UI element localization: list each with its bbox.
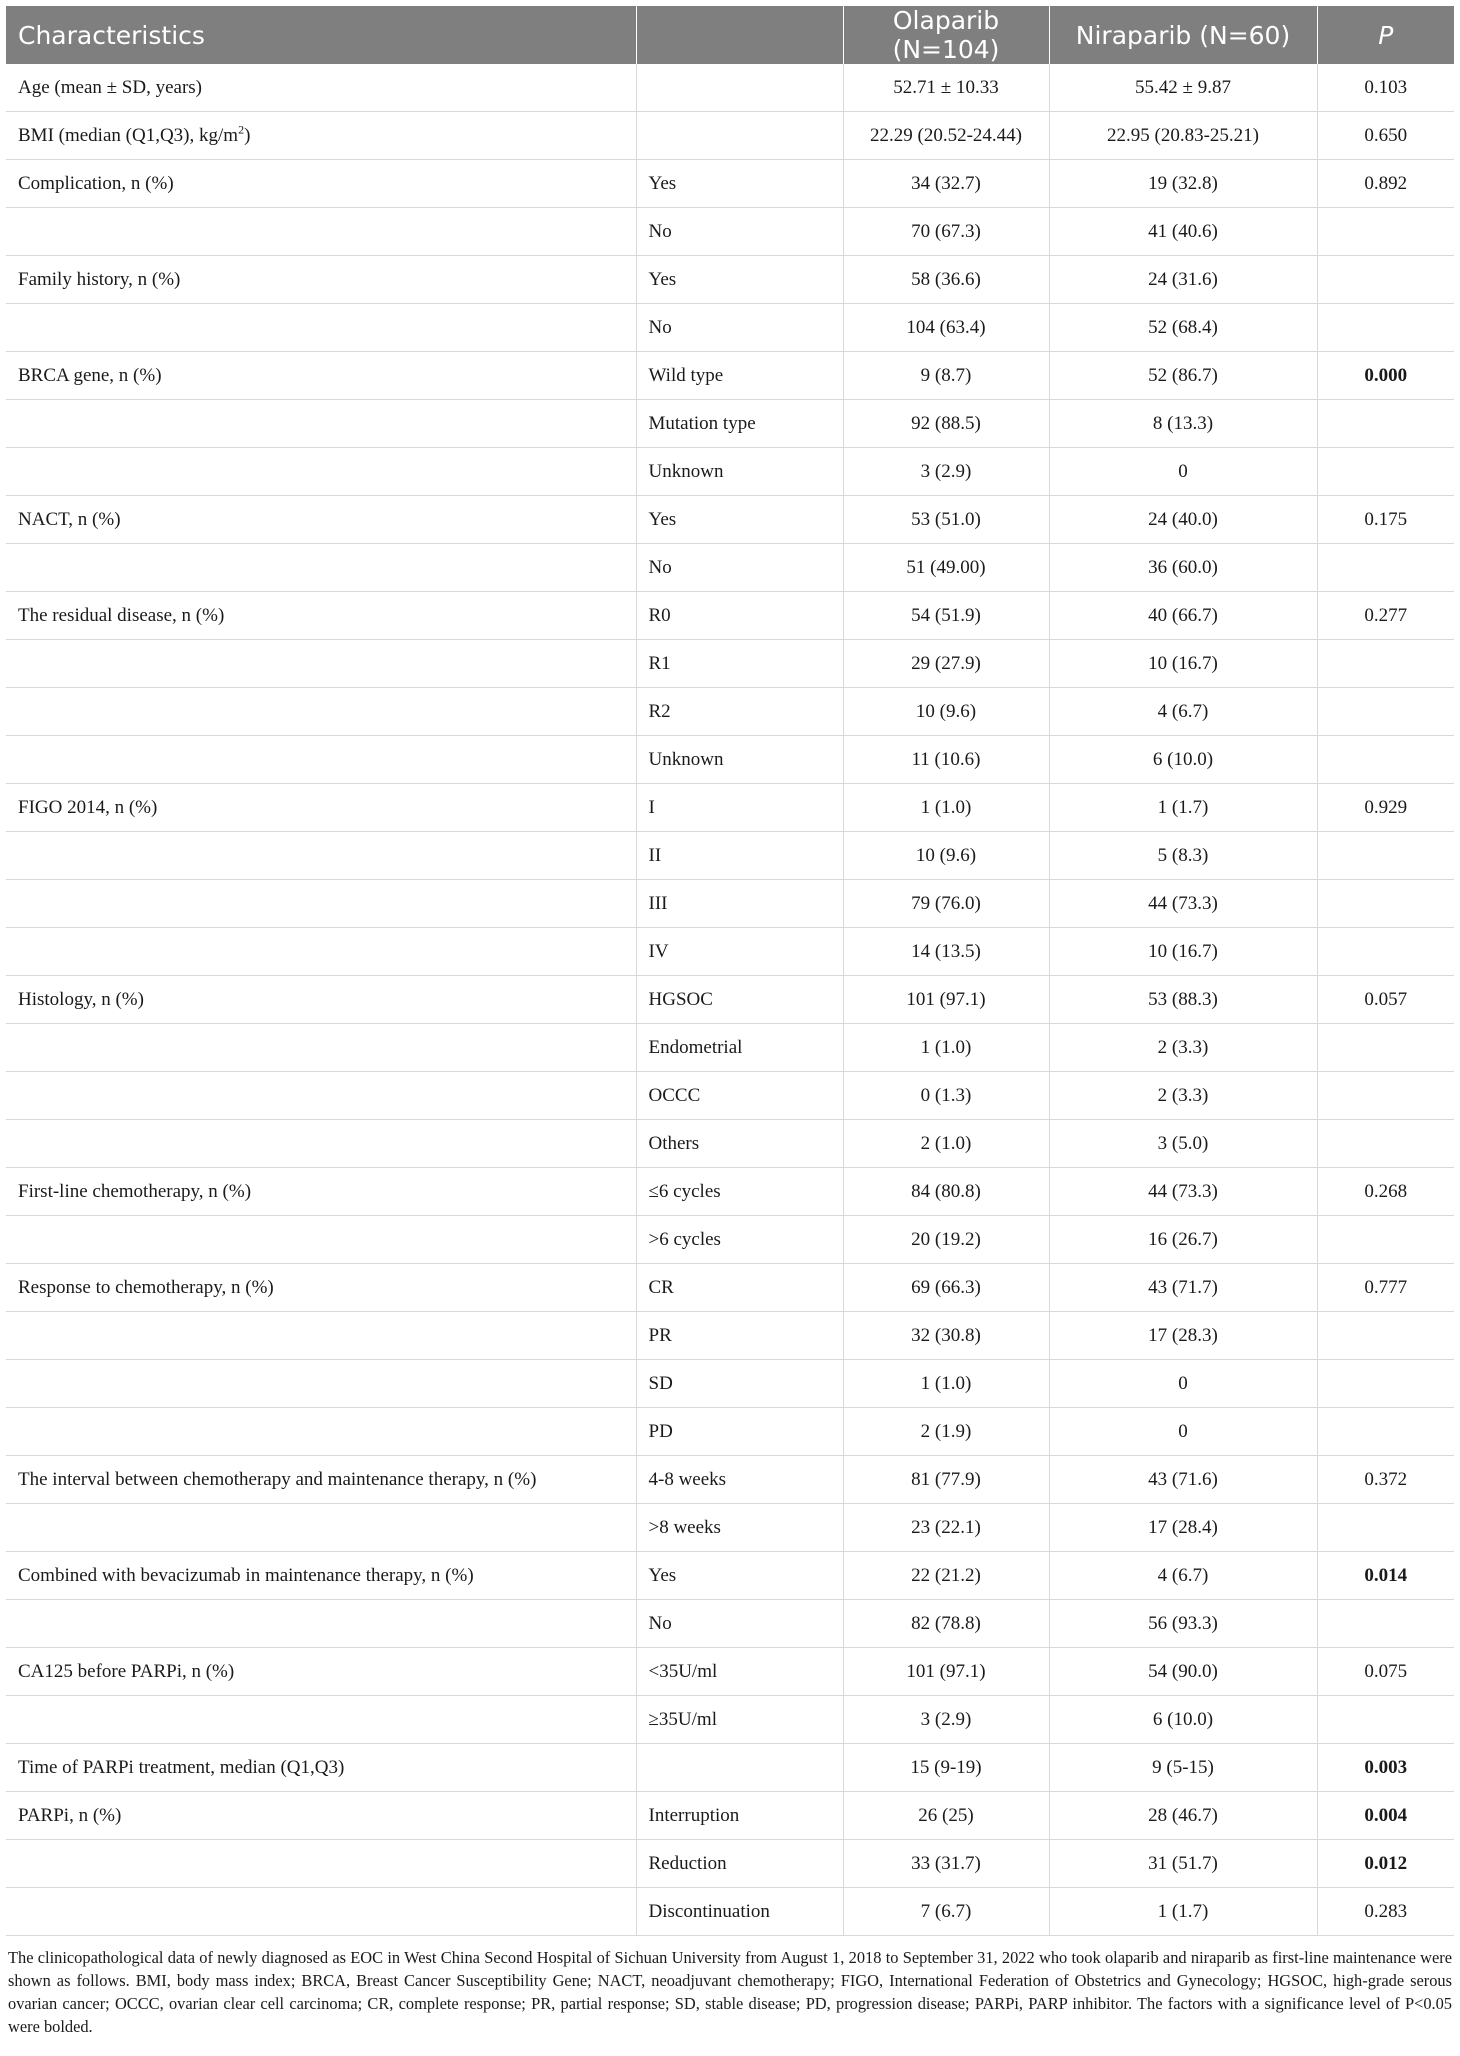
cell-niraparib: 53 (88.3) [1049,976,1317,1024]
cell-p-value [1317,1408,1454,1456]
cell-characteristic [6,400,636,448]
table-row [6,112,1454,160]
cell-niraparib: 40 (66.7) [1049,592,1317,640]
table-row [6,352,1454,400]
cell-niraparib: 17 (28.4) [1049,1504,1317,1552]
table-row [6,1024,1454,1072]
cell-subgroup: Unknown [636,736,843,784]
cell-characteristic [6,832,636,880]
cell-olaparib: 10 (9.6) [843,688,1049,736]
table-header [6,6,1454,64]
cell-olaparib: 70 (67.3) [843,208,1049,256]
header-p-value: P [1317,6,1454,64]
cell-olaparib: 84 (80.8) [843,1168,1049,1216]
table-row [6,400,1454,448]
cell-niraparib: 52 (68.4) [1049,304,1317,352]
cell-subgroup: No [636,1600,843,1648]
characteristic-text: Family history, n (%) [18,268,181,290]
cell-characteristic [6,1792,636,1840]
cell-olaparib: 33 (31.7) [843,1840,1049,1888]
cell-subgroup: >8 weeks [636,1504,843,1552]
cell-subgroup: No [636,304,843,352]
table-row [6,1360,1454,1408]
table-row [6,448,1454,496]
cell-characteristic [6,784,636,832]
cell-characteristic [6,1840,636,1888]
cell-p-value: 0.372 [1317,1456,1454,1504]
cell-p-value: 0.012 [1317,1840,1454,1888]
cell-subgroup [636,1744,843,1792]
table-row [6,832,1454,880]
table-row [6,736,1454,784]
cell-subgroup: SD [636,1360,843,1408]
cell-olaparib: 53 (51.0) [843,496,1049,544]
cell-olaparib: 15 (9-19) [843,1744,1049,1792]
cell-p-value [1317,1312,1454,1360]
table-row [6,1600,1454,1648]
characteristic-text-end: ) [244,124,251,146]
cell-olaparib: 52.71 ± 10.33 [843,64,1049,112]
cell-characteristic [6,1264,636,1312]
table-row [6,1168,1454,1216]
cell-olaparib: 0 (1.3) [843,1072,1049,1120]
characteristic-text: BMI (median (Q1,Q3), kg/m [18,124,239,146]
cell-subgroup: R0 [636,592,843,640]
cell-olaparib: 9 (8.7) [843,352,1049,400]
cell-subgroup: Discontinuation [636,1888,843,1936]
cell-p-value: 0.268 [1317,1168,1454,1216]
characteristic-text: Time of PARPi treatment, median (Q1,Q3) [18,1756,345,1778]
cell-characteristic [6,928,636,976]
cell-characteristic [6,496,636,544]
cell-olaparib: 7 (6.7) [843,1888,1049,1936]
cell-characteristic [6,1120,636,1168]
cell-olaparib: 82 (78.8) [843,1600,1049,1648]
cell-niraparib: 10 (16.7) [1049,928,1317,976]
table-row [6,1408,1454,1456]
table-caption: The clinicopathological data of newly diagnosed as EOC in West China Second Hospital of Sichuan University from August 1, 2018 to September 31, 2022 who took olaparib and niraparib as first-line maintenance were shown as follows. BMI, body mass index; BRCA, Breast Cancer Susceptibility Gene; NACT, neoadjuvant chemotherapy; FIGO, International Federation of Obstetrics and Gynecology; HGSOC, high-grade serous ovarian cancer; OCCC, ovarian clear cell carcinoma; CR, complete response; PR, partial response; SD, stable disease; PD, progression disease; PARPi, PARP inhibitor. The factors with a significance level of P<0.05 were bolded. [8,1948,1452,2036]
cell-characteristic [6,256,636,304]
cell-subgroup: OCCC [636,1072,843,1120]
cell-niraparib: 52 (86.7) [1049,352,1317,400]
cell-characteristic [6,1408,636,1456]
cell-subgroup: CR [636,1264,843,1312]
cell-p-value: 0.277 [1317,592,1454,640]
table-container [6,6,1454,2038]
header-olaparib: Olaparib (N=104) [843,6,1049,64]
characteristics-table [6,6,1454,1936]
cell-niraparib: 6 (10.0) [1049,736,1317,784]
cell-p-value [1317,1696,1454,1744]
cell-olaparib: 81 (77.9) [843,1456,1049,1504]
cell-characteristic [6,1552,636,1600]
characteristic-text: Histology, n (%) [18,988,144,1010]
cell-p-value [1317,736,1454,784]
table-row [6,1504,1454,1552]
cell-olaparib: 69 (66.3) [843,1264,1049,1312]
cell-characteristic [6,1648,636,1696]
table-row [6,928,1454,976]
table-row [6,1888,1454,1936]
cell-p-value [1317,1216,1454,1264]
characteristic-text: Combined with bevacizumab in maintenance therapy, n (%) [18,1564,474,1586]
cell-subgroup: R2 [636,688,843,736]
cell-subgroup: >6 cycles [636,1216,843,1264]
header-characteristics: Characteristics [6,6,636,64]
characteristic-text: The interval between chemotherapy and maintenance therapy, n (%) [18,1468,537,1490]
cell-p-value: 0.892 [1317,160,1454,208]
cell-olaparib: 101 (97.1) [843,976,1049,1024]
unit-superscript: 2 [238,122,245,137]
characteristic-text: CA125 before PARPi, n (%) [18,1660,235,1682]
table-row [6,1216,1454,1264]
cell-olaparib: 23 (22.1) [843,1504,1049,1552]
cell-p-value [1317,1600,1454,1648]
cell-olaparib: 10 (9.6) [843,832,1049,880]
cell-niraparib: 10 (16.7) [1049,640,1317,688]
cell-subgroup: 4-8 weeks [636,1456,843,1504]
cell-olaparib: 3 (2.9) [843,1696,1049,1744]
header-niraparib: Niraparib (N=60) [1049,6,1317,64]
table-row [6,592,1454,640]
cell-p-value [1317,544,1454,592]
cell-niraparib: 6 (10.0) [1049,1696,1317,1744]
cell-p-value: 0.075 [1317,1648,1454,1696]
cell-p-value [1317,304,1454,352]
cell-niraparib: 56 (93.3) [1049,1600,1317,1648]
cell-p-value: 0.650 [1317,112,1454,160]
cell-characteristic [6,688,636,736]
cell-niraparib: 24 (31.6) [1049,256,1317,304]
cell-p-value: 0.000 [1317,352,1454,400]
table-row [6,1648,1454,1696]
cell-niraparib: 4 (6.7) [1049,1552,1317,1600]
table-row [6,784,1454,832]
cell-characteristic [6,1696,636,1744]
table-row [6,1744,1454,1792]
cell-subgroup: III [636,880,843,928]
cell-characteristic [6,1888,636,1936]
cell-subgroup: PR [636,1312,843,1360]
characteristic-text: BRCA gene, n (%) [18,364,162,386]
cell-olaparib: 2 (1.9) [843,1408,1049,1456]
cell-olaparib: 92 (88.5) [843,400,1049,448]
cell-niraparib: 55.42 ± 9.87 [1049,64,1317,112]
cell-characteristic [6,208,636,256]
table-row [6,1312,1454,1360]
cell-niraparib: 44 (73.3) [1049,1168,1317,1216]
cell-subgroup: Interruption [636,1792,843,1840]
cell-p-value [1317,640,1454,688]
table-row [6,976,1454,1024]
cell-olaparib: 14 (13.5) [843,928,1049,976]
cell-subgroup: <35U/ml [636,1648,843,1696]
table-row [6,1120,1454,1168]
cell-olaparib: 22.29 (20.52-24.44) [843,112,1049,160]
cell-characteristic [6,352,636,400]
cell-p-value [1317,688,1454,736]
cell-p-value [1317,1072,1454,1120]
header-row [6,6,1454,64]
cell-subgroup: I [636,784,843,832]
cell-olaparib: 26 (25) [843,1792,1049,1840]
table-row [6,640,1454,688]
cell-niraparib: 44 (73.3) [1049,880,1317,928]
cell-characteristic [6,1504,636,1552]
cell-olaparib: 3 (2.9) [843,448,1049,496]
cell-characteristic [6,592,636,640]
characteristic-text: NACT, n (%) [18,508,121,530]
cell-niraparib: 3 (5.0) [1049,1120,1317,1168]
cell-characteristic [6,1216,636,1264]
cell-niraparib: 41 (40.6) [1049,208,1317,256]
cell-p-value: 0.777 [1317,1264,1454,1312]
cell-characteristic [6,304,636,352]
cell-olaparib: 32 (30.8) [843,1312,1049,1360]
cell-p-value: 0.175 [1317,496,1454,544]
cell-niraparib: 43 (71.7) [1049,1264,1317,1312]
cell-p-value [1317,1120,1454,1168]
cell-niraparib: 0 [1049,448,1317,496]
cell-p-value: 0.003 [1317,1744,1454,1792]
cell-subgroup: No [636,208,843,256]
cell-characteristic [6,544,636,592]
cell-olaparib: 22 (21.2) [843,1552,1049,1600]
cell-p-value: 0.004 [1317,1792,1454,1840]
table-row [6,256,1454,304]
cell-p-value: 0.057 [1317,976,1454,1024]
cell-niraparib: 22.95 (20.83-25.21) [1049,112,1317,160]
cell-olaparib: 1 (1.0) [843,1360,1049,1408]
cell-olaparib: 54 (51.9) [843,592,1049,640]
characteristic-text: Complication, n (%) [18,172,174,194]
cell-niraparib: 1 (1.7) [1049,784,1317,832]
cell-niraparib: 36 (60.0) [1049,544,1317,592]
table-row [6,160,1454,208]
cell-subgroup: Endometrial [636,1024,843,1072]
cell-niraparib: 5 (8.3) [1049,832,1317,880]
cell-subgroup: Others [636,1120,843,1168]
cell-p-value [1317,400,1454,448]
cell-p-value [1317,1504,1454,1552]
cell-characteristic [6,1360,636,1408]
cell-subgroup: Yes [636,1552,843,1600]
cell-characteristic [6,160,636,208]
cell-niraparib: 0 [1049,1360,1317,1408]
cell-p-value [1317,928,1454,976]
table-row [6,1456,1454,1504]
table-row [6,544,1454,592]
table-row [6,496,1454,544]
cell-subgroup: Wild type [636,352,843,400]
table-row [6,64,1454,112]
cell-niraparib: 31 (51.7) [1049,1840,1317,1888]
cell-p-value: 0.283 [1317,1888,1454,1936]
cell-subgroup [636,112,843,160]
cell-niraparib: 54 (90.0) [1049,1648,1317,1696]
cell-niraparib: 2 (3.3) [1049,1024,1317,1072]
table-row [6,1552,1454,1600]
cell-characteristic [6,448,636,496]
cell-olaparib: 51 (49.00) [843,544,1049,592]
cell-characteristic [6,1456,636,1504]
cell-characteristic [6,880,636,928]
characteristic-text: Response to chemotherapy, n (%) [18,1276,274,1298]
cell-olaparib: 1 (1.0) [843,1024,1049,1072]
cell-subgroup: II [636,832,843,880]
cell-niraparib: 24 (40.0) [1049,496,1317,544]
cell-characteristic [6,1168,636,1216]
cell-olaparib: 101 (97.1) [843,1648,1049,1696]
cell-olaparib: 2 (1.0) [843,1120,1049,1168]
cell-p-value [1317,1024,1454,1072]
cell-p-value [1317,880,1454,928]
cell-subgroup: Reduction [636,1840,843,1888]
table-row [6,304,1454,352]
cell-characteristic [6,112,636,160]
cell-characteristic [6,1744,636,1792]
cell-characteristic [6,1312,636,1360]
cell-characteristic [6,1600,636,1648]
cell-olaparib: 29 (27.9) [843,640,1049,688]
table-row [6,880,1454,928]
cell-subgroup: Unknown [636,448,843,496]
cell-subgroup: HGSOC [636,976,843,1024]
cell-p-value [1317,256,1454,304]
cell-p-value [1317,448,1454,496]
cell-olaparib: 79 (76.0) [843,880,1049,928]
cell-niraparib: 28 (46.7) [1049,1792,1317,1840]
cell-niraparib: 43 (71.6) [1049,1456,1317,1504]
cell-subgroup: ≤6 cycles [636,1168,843,1216]
cell-niraparib: 16 (26.7) [1049,1216,1317,1264]
cell-niraparib: 2 (3.3) [1049,1072,1317,1120]
cell-subgroup: IV [636,928,843,976]
table-row [6,1072,1454,1120]
cell-niraparib: 0 [1049,1408,1317,1456]
cell-niraparib: 9 (5-15) [1049,1744,1317,1792]
table-row [6,1696,1454,1744]
characteristic-text: Age (mean ± SD, years) [18,76,203,98]
cell-characteristic [6,1072,636,1120]
characteristic-text: The residual disease, n (%) [18,604,225,626]
cell-p-value [1317,832,1454,880]
cell-subgroup: Yes [636,256,843,304]
cell-niraparib: 19 (32.8) [1049,160,1317,208]
cell-characteristic [6,1024,636,1072]
cell-characteristic [6,64,636,112]
cell-olaparib: 104 (63.4) [843,304,1049,352]
cell-subgroup: R1 [636,640,843,688]
characteristic-text: First-line chemotherapy, n (%) [18,1180,252,1202]
cell-olaparib: 11 (10.6) [843,736,1049,784]
cell-subgroup: ≥35U/ml [636,1696,843,1744]
cell-p-value [1317,208,1454,256]
table-body [6,64,1454,1936]
cell-olaparib: 1 (1.0) [843,784,1049,832]
cell-subgroup: No [636,544,843,592]
cell-subgroup [636,64,843,112]
cell-subgroup: Yes [636,496,843,544]
cell-p-value: 0.014 [1317,1552,1454,1600]
cell-niraparib: 17 (28.3) [1049,1312,1317,1360]
cell-subgroup: Yes [636,160,843,208]
cell-p-value [1317,1360,1454,1408]
characteristic-text: PARPi, n (%) [18,1804,122,1826]
cell-characteristic [6,736,636,784]
cell-subgroup: Mutation type [636,400,843,448]
cell-p-value: 0.103 [1317,64,1454,112]
cell-subgroup: PD [636,1408,843,1456]
header-subgroup [636,6,843,64]
cell-niraparib: 1 (1.7) [1049,1888,1317,1936]
table-row [6,688,1454,736]
table-row [6,1840,1454,1888]
cell-olaparib: 20 (19.2) [843,1216,1049,1264]
table-row [6,208,1454,256]
cell-niraparib: 4 (6.7) [1049,688,1317,736]
table-row [6,1264,1454,1312]
table-row [6,1792,1454,1840]
cell-characteristic [6,976,636,1024]
characteristic-text: FIGO 2014, n (%) [18,796,158,818]
cell-characteristic [6,640,636,688]
cell-p-value: 0.929 [1317,784,1454,832]
cell-niraparib: 8 (13.3) [1049,400,1317,448]
cell-olaparib: 34 (32.7) [843,160,1049,208]
cell-olaparib: 58 (36.6) [843,256,1049,304]
